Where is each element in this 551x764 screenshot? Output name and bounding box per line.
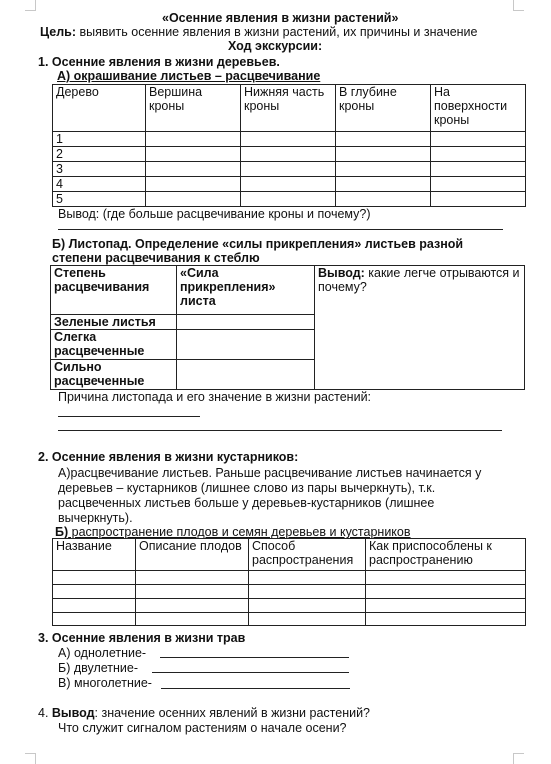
row-number: 4 <box>53 177 146 192</box>
answer-line <box>161 688 350 689</box>
leaf-fall-table <box>50 265 525 390</box>
answer-line <box>58 416 200 417</box>
section2-b-label: Б) <box>55 525 69 539</box>
goal-label: Цель: <box>40 25 77 39</box>
leaf-fall-reason: Причина листопада и его значение в жизни растений: <box>58 390 372 404</box>
row-number: 3 <box>53 162 146 177</box>
conclusion-question: какие легче отрываются и почему? <box>318 266 520 294</box>
header-crown-inner: В глубине кроны <box>336 85 431 132</box>
header-conclusion <box>315 266 525 390</box>
row-number: 2 <box>53 147 146 162</box>
section1-conclusion: Вывод: (где больше расцвечивание кроны и почему?) <box>58 207 371 221</box>
row-slightly-colored: Слегка расцвеченные <box>51 330 177 360</box>
corner-mark-bottom-right <box>513 753 524 764</box>
section1-sub-a: А) окрашивание листьев – расцвечивание <box>57 69 321 83</box>
section2-a-line2: деревьев – кустарников (лишнее слово из пары вычеркнуть), т.к. <box>58 481 436 495</box>
header-tree: Дерево <box>53 85 146 132</box>
section4-line1 <box>38 706 370 720</box>
header-crown-top: Вершина кроны <box>146 85 241 132</box>
section4-number: 4. <box>38 706 52 720</box>
section4-question: : значение осенних явлений в жизни растений? <box>94 706 371 720</box>
section4-line2: Что служит сигналом растениям о начале осени? <box>58 721 347 735</box>
header-attachment-force: «Сила прикрепления» листа <box>177 266 315 315</box>
corner-mark-top-left <box>25 0 36 11</box>
row-green-leaves: Зеленые листья <box>51 315 177 330</box>
row-strongly-colored: Сильно расцвеченные <box>51 360 177 390</box>
biennial-plants: Б) двулетние- <box>58 661 139 675</box>
section2-b-line <box>55 525 411 539</box>
section2-a-line3: расцвеченных листьев больше у деревьев-кустарников (лишнее <box>58 496 435 510</box>
section4-label: Вывод <box>51 706 95 720</box>
section3-heading: 3. Осенние явления в жизни трав <box>38 631 246 645</box>
header-adaptation: Как приспособлены к распространению <box>366 539 526 571</box>
answer-line <box>58 430 502 431</box>
seed-dispersal-table <box>52 538 526 626</box>
goal-line <box>40 25 478 39</box>
page-title: «Осенние явления в жизни растений» <box>162 11 399 25</box>
section1-sub-b-line2: степени расцвечивания к стеблю <box>52 251 260 265</box>
section2-a-line4: вычеркнуть). <box>58 511 133 525</box>
corner-mark-top-right <box>513 0 524 11</box>
section2-b-text: распространение плодов и семян деревьев и кустарников <box>68 525 411 539</box>
perennial-plants: В) многолетние- <box>58 676 152 690</box>
section1-heading: 1. Осенние явления в жизни деревьев. <box>38 55 280 69</box>
answer-line <box>160 657 349 658</box>
annual-plants: А) однолетние- <box>58 646 147 660</box>
row-number: 5 <box>53 192 146 207</box>
section1-sub-b-line1: Б) Листопад. Определение «силы прикрепления» листьев разной <box>52 237 464 251</box>
goal-text: выявить осенние явления в жизни растений, их причины и значение <box>79 25 478 39</box>
answer-line <box>152 672 349 673</box>
header-name: Название <box>53 539 136 571</box>
section2-a-line1: А)расцвечивание листьев. Раньше расцвечивание листьев начинается у <box>58 466 482 480</box>
corner-mark-bottom-left <box>25 753 36 764</box>
header-coloring-degree: Степень расцвечивания <box>51 266 177 315</box>
header-crown-bottom: Нижняя часть кроны <box>241 85 336 132</box>
conclusion-label: Вывод: <box>318 266 365 280</box>
trees-coloring-table <box>52 84 526 207</box>
row-number: 1 <box>53 132 146 147</box>
course-heading: Ход экскурсии: <box>228 39 323 53</box>
header-fruit-description: Описание плодов <box>136 539 249 571</box>
header-crown-surface: На поверхности кроны <box>431 85 526 132</box>
header-dispersal-method: Способ распространения <box>249 539 366 571</box>
answer-line <box>58 229 503 230</box>
section2-heading: 2. Осенние явления в жизни кустарников: <box>38 450 299 464</box>
